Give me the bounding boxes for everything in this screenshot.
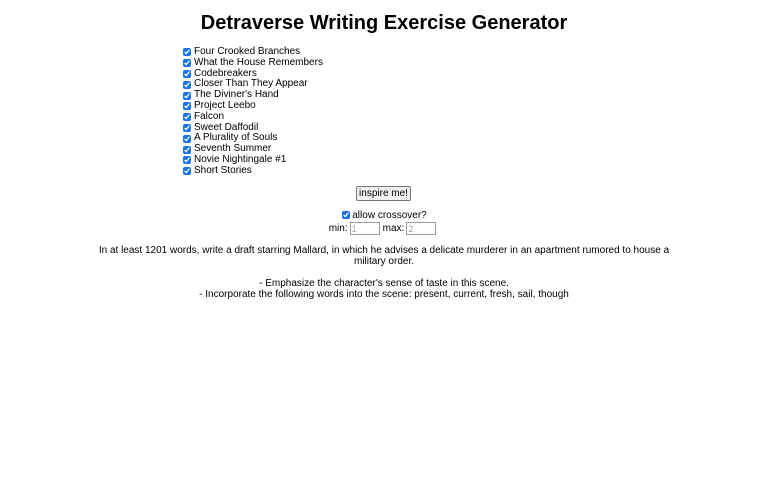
book-checkbox[interactable] bbox=[183, 156, 191, 164]
book-option[interactable] bbox=[182, 112, 323, 123]
book-label: A Plurality of Souls bbox=[194, 132, 278, 144]
min-label: min: bbox=[328, 223, 348, 234]
book-label: Falcon bbox=[194, 110, 225, 122]
max-input[interactable] bbox=[406, 222, 436, 235]
inspire-button[interactable]: inspire me! bbox=[356, 186, 411, 201]
book-option[interactable] bbox=[182, 58, 323, 69]
book-label: Closer Than They Appear bbox=[194, 78, 308, 90]
book-checkbox-list bbox=[182, 47, 323, 177]
writing-prompt: In at least 1201 words, write a draft starring Mallard, in which he advises a delicate murderer in an apartment rumored to house a military order. bbox=[98, 245, 670, 267]
book-label: Codebreakers bbox=[194, 67, 257, 79]
book-label: Four Crooked Branches bbox=[194, 46, 301, 57]
book-checkbox[interactable] bbox=[183, 113, 191, 121]
book-label: Short Stories bbox=[194, 164, 252, 176]
page-title: Detraverse Writing Exercise Generator bbox=[200, 12, 568, 34]
book-checkbox[interactable] bbox=[183, 102, 191, 110]
suggestion-list bbox=[96, 278, 672, 300]
book-checkbox[interactable] bbox=[183, 92, 191, 100]
crossover-label: allow crossover? bbox=[352, 210, 427, 221]
book-checkbox[interactable] bbox=[183, 146, 191, 154]
book-checkbox[interactable] bbox=[183, 48, 191, 56]
book-checkbox[interactable] bbox=[183, 135, 191, 143]
book-label: Seventh Summer bbox=[194, 143, 272, 155]
book-checkbox[interactable] bbox=[183, 59, 191, 67]
crossover-option bbox=[0, 210, 768, 221]
book-label: Sweet Daffodil bbox=[194, 121, 259, 133]
suggestion-item: - Emphasize the character's sense of taste in this scene. bbox=[259, 278, 509, 289]
book-label: The Diviner's Hand bbox=[194, 89, 279, 101]
book-label: Novie Nightingale #1 bbox=[194, 153, 287, 165]
book-checkbox[interactable] bbox=[183, 124, 191, 132]
min-input[interactable] bbox=[350, 222, 380, 235]
book-checkbox[interactable] bbox=[183, 70, 191, 78]
book-option[interactable] bbox=[182, 166, 323, 177]
max-label: max: bbox=[382, 223, 405, 234]
crossover-range bbox=[0, 222, 768, 235]
book-label: What the House Remembers bbox=[194, 56, 323, 68]
crossover-checkbox[interactable] bbox=[342, 211, 350, 219]
book-checkbox[interactable] bbox=[183, 81, 191, 89]
book-checkbox[interactable] bbox=[183, 167, 191, 175]
book-label: Project Leebo bbox=[194, 99, 256, 111]
suggestion-item: - Incorporate the following words into the scene: present, current, fresh, sail, though bbox=[199, 289, 569, 300]
